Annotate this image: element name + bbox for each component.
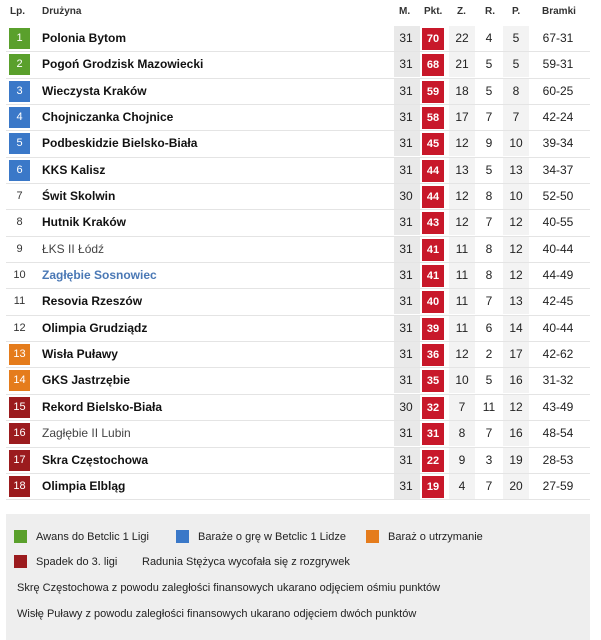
- matches-cell: 31: [399, 268, 413, 283]
- wins-cell: 17: [455, 110, 469, 125]
- header-m: M.: [399, 6, 411, 17]
- table-row: [6, 79, 590, 105]
- draws-cell: 8: [485, 241, 493, 256]
- position-badge: 5: [9, 133, 30, 154]
- position-badge: 10: [13, 269, 26, 282]
- losses-cell: 8: [512, 83, 520, 98]
- losses-cell: 20: [509, 478, 523, 493]
- team-name: Olimpia Elbląg: [42, 478, 126, 493]
- wins-cell: 9: [458, 452, 466, 467]
- table-row: [6, 131, 590, 157]
- points-badge: 70: [422, 28, 444, 50]
- goals-cell: 42-24: [542, 110, 574, 125]
- goals-cell: 34-37: [542, 162, 574, 177]
- points-badge: 19: [422, 476, 444, 498]
- position-badge: 8: [16, 216, 23, 229]
- matches-cell: 31: [399, 426, 413, 441]
- draws-cell: 11: [482, 399, 496, 414]
- matches-cell: 31: [399, 215, 413, 230]
- wins-cell: 12: [455, 136, 469, 151]
- matches-cell: 31: [399, 320, 413, 335]
- points-badge: 35: [422, 370, 444, 392]
- team-name: Polonia Bytom: [42, 31, 127, 45]
- losses-cell: 17: [509, 347, 523, 362]
- points-badge: 44: [422, 186, 444, 208]
- table-row: [6, 26, 590, 52]
- losses-cell: 5: [512, 57, 520, 72]
- wins-cell: 12: [455, 347, 469, 362]
- position-badge: 7: [16, 190, 23, 203]
- wins-cell: 13: [455, 162, 469, 177]
- goals-cell: 42-62: [542, 347, 574, 362]
- matches-cell: 31: [399, 347, 413, 362]
- points-badge: 41: [422, 265, 444, 287]
- losses-cell: 13: [509, 162, 523, 177]
- matches-cell: 31: [399, 110, 413, 125]
- position-badge: 12: [13, 321, 26, 334]
- wins-cell: 11: [455, 320, 469, 335]
- legend-releg-playoff-swatch: [366, 530, 379, 543]
- matches-cell: 31: [399, 241, 413, 256]
- wins-cell: 8: [458, 426, 466, 441]
- legend-withdraw-note: Radunia Stężyca wycofała się z rozgrywek: [142, 556, 350, 568]
- draws-cell: 3: [485, 452, 493, 467]
- goals-cell: 28-53: [542, 452, 574, 467]
- team-name: Wisła Puławy: [42, 347, 118, 362]
- team-name: Wieczysta Kraków: [42, 83, 147, 98]
- goals-cell: 59-31: [542, 57, 574, 72]
- losses-cell: 7: [512, 110, 520, 125]
- points-badge: 39: [422, 318, 444, 340]
- wins-cell: 12: [455, 189, 469, 204]
- wins-cell: 11: [455, 268, 469, 283]
- table-row: [6, 395, 590, 421]
- position-badge: 11: [13, 295, 26, 308]
- team-name[interactable]: Zagłębie Sosnowiec: [42, 268, 157, 283]
- points-badge: 41: [422, 239, 444, 261]
- table-row: [6, 368, 590, 394]
- losses-cell: 10: [509, 136, 523, 151]
- matches-cell: 31: [399, 373, 413, 388]
- position-badge: 16: [9, 423, 30, 444]
- legend-promo-swatch: [14, 530, 27, 543]
- points-badge: 40: [422, 291, 444, 313]
- draws-cell: 7: [485, 110, 493, 125]
- draws-cell: 4: [485, 31, 493, 45]
- draws-cell: 7: [485, 294, 493, 309]
- draws-cell: 7: [485, 426, 493, 441]
- legend-releg-playoff-label: Baraż o utrzymanie: [388, 531, 483, 543]
- goals-cell: 52-50: [542, 189, 574, 204]
- team-name: Świt Skolwin: [42, 189, 116, 204]
- team-name: Chojniczanka Chojnice: [42, 110, 174, 125]
- points-badge: 68: [422, 54, 444, 76]
- draws-cell: 5: [485, 83, 493, 98]
- points-badge: 44: [422, 160, 444, 182]
- table-row: [6, 237, 590, 263]
- position-badge: 13: [9, 344, 30, 365]
- legend-note-wisla: Wisłę Puławy z powodu zaległości finansowych ukarano odjęciem dwóch punktów: [17, 608, 417, 620]
- team-name: Skra Częstochowa: [42, 452, 149, 467]
- table-row: [6, 210, 590, 236]
- position-badge: 2: [9, 54, 30, 75]
- losses-cell: 5: [512, 31, 520, 45]
- points-badge: 45: [422, 133, 444, 155]
- losses-cell: 13: [509, 294, 523, 309]
- position-badge: 6: [9, 160, 30, 181]
- points-badge: 59: [422, 81, 444, 103]
- table-row: [6, 316, 590, 342]
- legend-releg-label: Spadek do 3. ligi: [36, 556, 118, 568]
- team-name: Pogoń Grodzisk Mazowiecki: [42, 57, 204, 72]
- legend-playoff-label: Baraże o grę w Betclic 1 Lidze: [198, 531, 346, 543]
- goals-cell: 40-55: [542, 215, 574, 230]
- matches-cell: 31: [399, 136, 413, 151]
- points-badge: 36: [422, 344, 444, 366]
- wins-cell: 22: [455, 31, 469, 45]
- points-badge: 32: [422, 397, 444, 419]
- losses-cell: 19: [509, 452, 523, 467]
- team-name: Podbeskidzie Bielsko-Biała: [42, 136, 198, 151]
- wins-cell: 21: [455, 57, 469, 72]
- header-team: Drużyna: [42, 6, 82, 17]
- draws-cell: 5: [485, 162, 493, 177]
- matches-cell: 31: [399, 452, 413, 467]
- draws-cell: 2: [485, 347, 493, 362]
- matches-cell: 31: [399, 162, 413, 177]
- header-pkt: Pkt.: [424, 6, 443, 17]
- goals-cell: 39-34: [542, 136, 574, 151]
- position-badge: 1: [9, 28, 30, 49]
- goals-cell: 42-45: [542, 294, 574, 309]
- header-r: R.: [485, 6, 495, 17]
- goals-cell: 43-49: [542, 399, 574, 414]
- wins-cell: 11: [455, 241, 469, 256]
- wins-cell: 18: [455, 83, 469, 98]
- matches-cell: 31: [399, 83, 413, 98]
- legend-promo-label: Awans do Betclic 1 Ligi: [36, 531, 149, 543]
- goals-cell: 67-31: [542, 31, 574, 45]
- goals-cell: 48-54: [542, 426, 574, 441]
- draws-cell: 7: [485, 215, 493, 230]
- draws-cell: 8: [485, 268, 493, 283]
- goals-cell: 27-59: [542, 478, 574, 493]
- points-badge: 22: [422, 450, 444, 472]
- table-row: [6, 105, 590, 131]
- header-lp: Lp.: [10, 6, 25, 17]
- wins-cell: 7: [458, 399, 466, 414]
- goals-cell: 40-44: [542, 320, 574, 335]
- team-name: Hutnik Kraków: [42, 215, 127, 230]
- matches-cell: 31: [399, 294, 413, 309]
- standings-table: [6, 0, 590, 500]
- table-row: [6, 263, 590, 289]
- team-name: Zagłębie II Lubin: [42, 426, 131, 441]
- goals-cell: 40-44: [542, 241, 574, 256]
- team-name: Resovia Rzeszów: [42, 294, 143, 309]
- wins-cell: 10: [455, 373, 469, 388]
- wins-cell: 11: [455, 294, 469, 309]
- losses-cell: 14: [509, 320, 523, 335]
- table-row: [6, 342, 590, 368]
- table-row: [6, 474, 590, 500]
- points-badge: 58: [422, 107, 444, 129]
- draws-cell: 8: [485, 189, 493, 204]
- position-badge: 3: [9, 81, 30, 102]
- position-badge: 9: [16, 242, 23, 255]
- table-row: [6, 184, 590, 210]
- draws-cell: 7: [485, 478, 493, 493]
- table-row: [6, 52, 590, 78]
- team-name: KKS Kalisz: [42, 162, 106, 177]
- table-row: [6, 158, 590, 184]
- position-badge: 17: [9, 450, 30, 471]
- header-z: Z.: [457, 6, 466, 17]
- losses-cell: 10: [509, 189, 523, 204]
- losses-cell: 12: [509, 241, 523, 256]
- losses-cell: 12: [509, 215, 523, 230]
- team-name: Rekord Bielsko-Biała: [42, 399, 163, 414]
- goals-cell: 60-25: [542, 83, 574, 98]
- points-badge: 31: [422, 423, 444, 445]
- table-row: [6, 289, 590, 315]
- losses-cell: 12: [509, 268, 523, 283]
- legend-note-skra: Skrę Częstochowa z powodu zaległości finansowych ukarano odjęciem ośmiu punktów: [17, 582, 441, 594]
- goals-cell: 31-32: [542, 373, 574, 388]
- table-row: [6, 421, 590, 447]
- matches-cell: 30: [399, 189, 413, 204]
- wins-cell: 4: [458, 478, 466, 493]
- losses-cell: 12: [509, 399, 523, 414]
- goals-cell: 44-49: [542, 268, 574, 283]
- legend-box: [6, 514, 590, 640]
- losses-cell: 16: [509, 373, 523, 388]
- draws-cell: 5: [485, 373, 493, 388]
- legend-releg-swatch: [14, 555, 27, 568]
- position-badge: 18: [9, 476, 30, 497]
- wins-cell: 12: [455, 215, 469, 230]
- matches-cell: 31: [399, 31, 413, 45]
- header-p: P.: [512, 6, 521, 17]
- draws-cell: 6: [485, 320, 493, 335]
- draws-cell: 9: [485, 136, 493, 151]
- points-badge: 43: [422, 212, 444, 234]
- matches-cell: 31: [399, 478, 413, 493]
- team-name: ŁKS II Łódź: [42, 241, 105, 256]
- matches-cell: 30: [399, 399, 413, 414]
- legend-playoff-swatch: [176, 530, 189, 543]
- header-bramki: Bramki: [542, 6, 576, 17]
- position-badge: 14: [9, 370, 30, 391]
- table-row: [6, 448, 590, 474]
- table-header: [6, 0, 590, 26]
- losses-cell: 16: [509, 426, 523, 441]
- position-badge: 4: [9, 107, 30, 128]
- matches-cell: 31: [399, 57, 413, 72]
- team-name: GKS Jastrzębie: [42, 373, 131, 388]
- position-badge: 15: [9, 397, 30, 418]
- draws-cell: 5: [485, 57, 493, 72]
- team-name: Olimpia Grudziądz: [42, 320, 148, 335]
